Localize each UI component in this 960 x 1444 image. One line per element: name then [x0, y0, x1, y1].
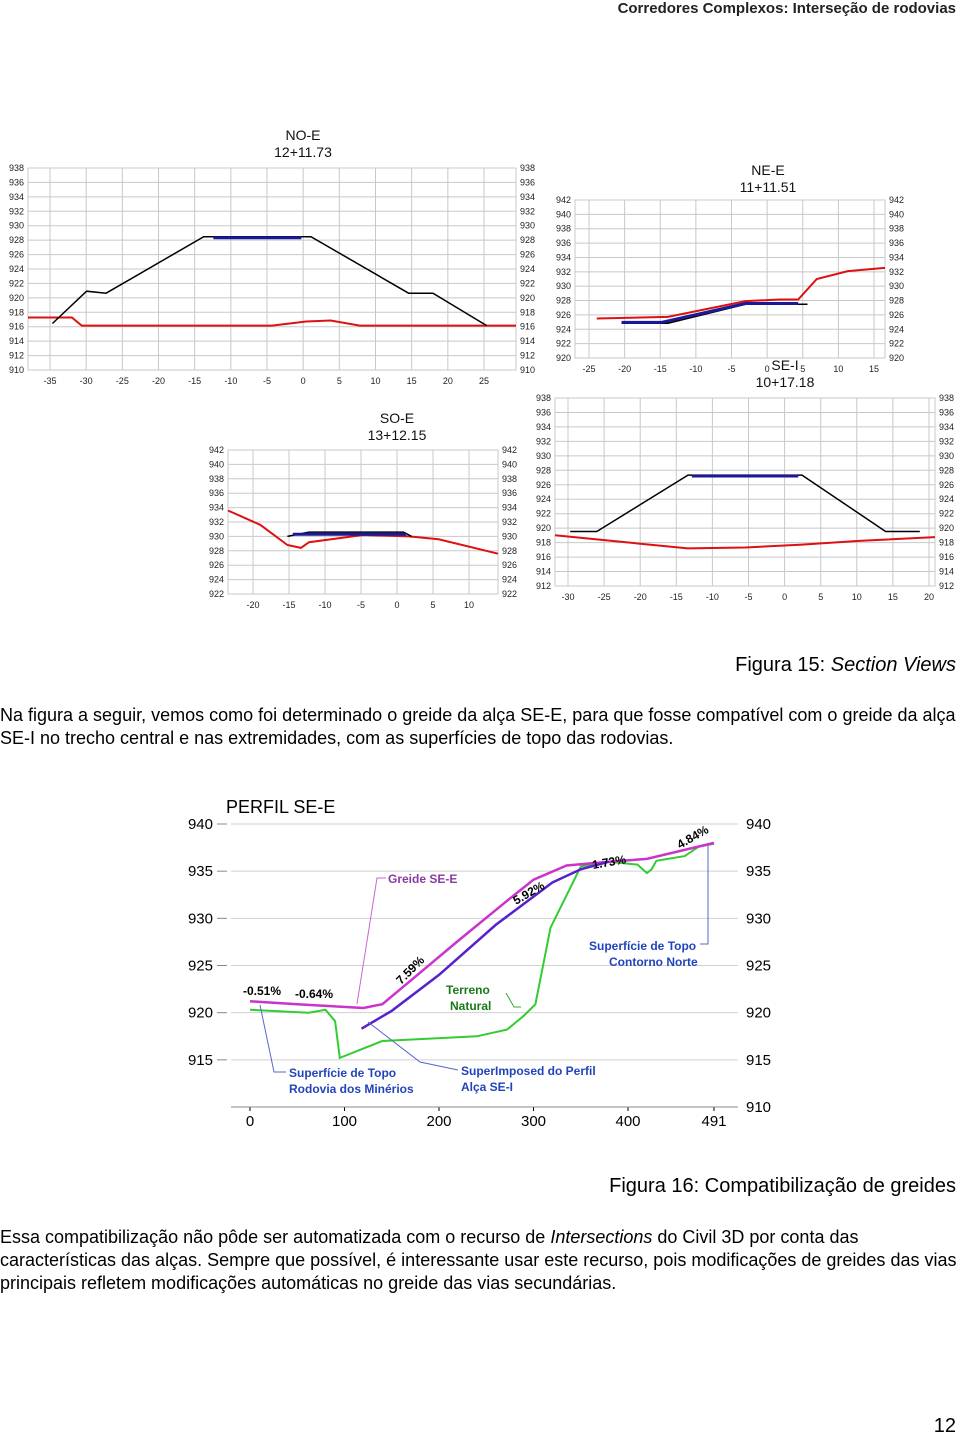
y-tick-label-left: 926	[555, 309, 571, 320]
y-tick-label-left: 914	[8, 336, 24, 347]
section-station: 13+12.15	[367, 427, 427, 443]
rodovia-minerios-label-1: Superfície de Topo	[289, 1066, 397, 1080]
contorno-norte-label-2: Contorno Norte	[609, 955, 698, 969]
y-tick-label-left: 924	[555, 324, 571, 335]
y-tick-label-left: 940	[555, 209, 571, 220]
figure-15-caption-prefix: Figura 15:	[735, 654, 831, 676]
slope-label: 1.73%	[591, 852, 628, 872]
y-tick-label-right: 940	[889, 209, 905, 220]
panel-frame	[28, 168, 516, 370]
y-tick-label-right: 934	[520, 191, 536, 202]
y-tick-label-right: 936	[889, 238, 905, 249]
x-tick-label: -15	[669, 592, 683, 602]
page-number: 12	[933, 1415, 956, 1437]
paragraph-2-after: do Civil 3D por conta das características das alças. Sempre que possível, é interessante usar este recurso, pois modificações de greides das vias principais refletem modificações automáticas no greide das vias secundárias.	[0, 1227, 957, 1293]
x-tick-label: -5	[262, 376, 272, 386]
y-tick-label-right: 924	[520, 264, 536, 274]
existing-ground-line	[28, 318, 516, 326]
y-tick-label-right: 925	[746, 957, 772, 975]
y-tick-label-left: 938	[535, 393, 551, 403]
design-section-line	[52, 237, 486, 326]
y-tick-label-right: 920	[889, 353, 905, 363]
y-tick-label-left: 920	[535, 523, 551, 534]
y-tick-label-right: 928	[889, 295, 905, 306]
y-tick-label-left: 920	[187, 1004, 213, 1022]
y-tick-label-left: 932	[535, 436, 551, 447]
y-tick-label-left: 934	[535, 421, 551, 432]
y-tick-label-left: 930	[535, 450, 551, 461]
y-tick-label-left: 924	[208, 574, 224, 585]
slope-label: 5.92%	[510, 878, 547, 908]
x-tick-label: 200	[426, 1113, 452, 1130]
y-tick-label-right: 938	[502, 473, 518, 484]
y-tick-label-right: 932	[889, 266, 905, 277]
y-tick-label-left: 912	[535, 581, 551, 591]
paragraph-2-italic: Intersections	[550, 1227, 653, 1247]
y-tick-label-right: 920	[520, 292, 536, 303]
x-tick-label: -5	[744, 592, 753, 602]
y-tick-label-left: 918	[8, 307, 24, 318]
y-tick-label-right: 932	[520, 206, 536, 217]
y-tick-label-right: 918	[520, 307, 536, 318]
x-tick-label: 20	[442, 376, 453, 386]
y-tick-label-left: 912	[8, 350, 24, 361]
y-tick-label-left: 940	[208, 459, 224, 470]
running-header: Corredores Complexos: Interseção de rodovias	[617, 0, 956, 17]
greide-leader	[357, 878, 386, 1004]
y-tick-label-left: 930	[555, 281, 571, 292]
x-tick-label: 15	[887, 592, 898, 602]
x-tick-label: -10	[224, 376, 238, 386]
y-tick-label-left: 934	[208, 502, 224, 513]
y-tick-label-left: 940	[187, 816, 213, 833]
y-tick-label-left: 926	[208, 560, 224, 571]
paragraph-1: Na figura a seguir, vemos como foi determinado o greide da alça SE-E, para que fosse compatível com o greide da alça SE-I no trecho central e nas extremidades, com as superfícies de topo das rodovias.	[0, 705, 956, 748]
y-tick-label-right: 942	[502, 445, 518, 455]
y-tick-label-right: 924	[889, 324, 905, 335]
y-tick-label-right: 910	[746, 1099, 772, 1116]
x-tick-label: -30	[561, 592, 575, 602]
x-tick-label: 15	[868, 364, 880, 374]
terreno-leader	[506, 993, 521, 1007]
y-tick-label-left: 942	[208, 445, 224, 455]
slope-label: 7.59%	[393, 953, 428, 988]
y-tick-label-right: 930	[746, 910, 772, 928]
y-tick-label-left: 932	[8, 206, 24, 217]
superimposed-label-1: SuperImposed do Perfil	[461, 1064, 596, 1078]
y-tick-label-right: 916	[939, 552, 955, 563]
y-tick-label-left: 934	[8, 191, 24, 202]
y-tick-label-right: 922	[520, 278, 536, 289]
y-tick-label-right: 910	[520, 365, 536, 375]
x-tick-label: 0	[300, 376, 306, 386]
x-tick-label: -25	[115, 376, 129, 386]
y-tick-label-right: 930	[520, 220, 536, 231]
y-tick-label-right: 915	[746, 1051, 772, 1069]
y-tick-label-left: 936	[555, 238, 571, 249]
section-views-svg	[0, 0, 960, 640]
y-tick-label-right: 920	[939, 523, 955, 534]
x-tick-label: 5	[818, 592, 824, 602]
y-tick-label-right: 922	[502, 589, 518, 599]
y-tick-label-left: 938	[208, 473, 224, 484]
y-tick-label-right: 940	[746, 816, 772, 833]
greide-se-e-label: Greide SE-E	[388, 872, 458, 886]
y-tick-label-left: 936	[208, 488, 224, 499]
y-tick-label-right: 930	[502, 531, 518, 542]
x-tick-label: -35	[43, 376, 57, 386]
y-tick-label-left: 920	[555, 353, 571, 363]
section-name: NE-E	[751, 162, 785, 178]
y-tick-label-right: 932	[502, 517, 518, 527]
y-tick-label-right: 926	[939, 479, 955, 490]
y-tick-label-right: 914	[520, 336, 536, 347]
greide-se-e-line	[250, 843, 714, 1008]
y-tick-label-right: 926	[520, 249, 536, 260]
y-tick-label-left: 928	[208, 545, 224, 556]
y-tick-label-left: 928	[555, 295, 571, 306]
superimposed-alca-se-i-line	[362, 862, 610, 1029]
x-tick-label: 15	[406, 376, 417, 386]
section-name: NO-E	[285, 127, 321, 143]
y-tick-label-right: 924	[939, 494, 955, 505]
x-tick-label: 5	[800, 364, 806, 374]
figure-15-caption	[735, 654, 956, 677]
section-name: SE-I	[771, 357, 799, 373]
y-tick-label-right: 934	[502, 502, 518, 513]
y-tick-label-left: 926	[8, 249, 24, 260]
contorno-norte-leader	[700, 846, 708, 944]
x-tick-label: -5	[356, 600, 366, 610]
x-tick-label: 25	[478, 376, 490, 386]
existing-ground-line	[228, 511, 498, 554]
existing-ground-line	[555, 535, 935, 548]
x-tick-label: 5	[430, 600, 436, 610]
figure-15-caption-italic: Section Views	[830, 654, 956, 676]
paragraph-2-before: Essa compatibilização não pôde ser automatizada com o recurso de	[0, 1227, 551, 1247]
superimposed-label-2: Alça SE-I	[461, 1080, 514, 1094]
design-section-line	[570, 475, 920, 531]
x-tick-label: -20	[618, 364, 632, 374]
y-tick-label-right: 936	[502, 488, 518, 499]
x-tick-label: -10	[705, 592, 719, 602]
y-tick-label-right: 934	[939, 421, 955, 432]
x-tick-label: 0	[394, 600, 400, 610]
y-tick-label-left: 932	[555, 266, 571, 277]
existing-ground-line	[597, 268, 885, 319]
y-tick-label-left: 914	[535, 566, 551, 577]
y-tick-label-right: 942	[889, 195, 905, 205]
y-tick-label-right: 928	[939, 465, 955, 476]
x-tick-label: 10	[851, 592, 862, 602]
x-tick-label: 5	[336, 376, 342, 386]
design-section-line	[287, 532, 411, 536]
y-tick-label-left: 936	[535, 407, 551, 418]
terreno-label-2: Natural	[450, 999, 492, 1013]
y-tick-label-right: 922	[889, 338, 905, 349]
y-tick-label-right: 932	[939, 436, 955, 447]
x-tick-label: -15	[188, 376, 202, 386]
y-tick-label-right: 936	[939, 407, 955, 418]
x-tick-label: 0	[764, 364, 770, 374]
y-tick-label-left: 922	[535, 508, 551, 519]
y-tick-label-left: 925	[187, 957, 213, 975]
y-tick-label-left: 932	[208, 517, 224, 527]
y-tick-label-right: 918	[939, 537, 955, 548]
y-tick-label-left: 924	[535, 494, 551, 505]
x-tick-label: -20	[151, 376, 166, 386]
y-tick-label-left: 922	[8, 278, 24, 289]
y-tick-label-left: 936	[8, 177, 24, 188]
y-tick-label-left: 924	[8, 264, 24, 274]
y-tick-label-left: 934	[555, 252, 571, 263]
rodovia-minerios-label-2: Rodovia dos Minérios	[289, 1082, 414, 1096]
x-tick-label: -5	[727, 364, 736, 374]
x-tick-label: 400	[615, 1113, 641, 1130]
y-tick-label-right: 912	[520, 350, 536, 361]
y-tick-label-right: 930	[889, 281, 905, 292]
y-tick-label-left: 926	[535, 479, 551, 490]
x-tick-label: -10	[689, 364, 703, 374]
x-tick-label: 0	[245, 1113, 255, 1130]
y-tick-label-left: 922	[208, 589, 224, 599]
y-tick-label-left: 942	[555, 195, 571, 205]
y-tick-label-left: 930	[208, 531, 224, 542]
y-tick-label-left: 938	[8, 163, 24, 173]
x-tick-label: 300	[520, 1113, 547, 1130]
design-section-line	[622, 304, 808, 323]
x-tick-label: 100	[331, 1113, 358, 1130]
x-tick-label: -30	[79, 376, 93, 386]
slope-label: -0.64%	[295, 987, 334, 1001]
y-tick-label-left: 928	[535, 465, 551, 476]
x-tick-label: -15	[282, 600, 296, 610]
panel-frame	[228, 450, 498, 594]
figure-16-caption: Figura 16: Compatibilização de greides	[609, 1175, 956, 1197]
y-tick-label-right: 935	[746, 863, 772, 881]
y-tick-label-left: 915	[187, 1051, 213, 1069]
y-tick-label-right: 940	[502, 459, 518, 470]
section-station: 11+11.51	[739, 179, 797, 195]
profile-title: PERFIL SE-E	[226, 797, 336, 817]
y-tick-label-left: 935	[187, 863, 213, 881]
y-tick-label-right: 926	[502, 560, 518, 571]
section-station: 10+17.18	[755, 374, 815, 390]
y-tick-label-right: 926	[889, 309, 905, 320]
y-tick-label-left: 916	[535, 552, 551, 563]
y-tick-label-left: 918	[535, 537, 551, 548]
x-tick-label: 491	[701, 1113, 727, 1130]
x-tick-label: 0	[782, 592, 788, 602]
y-tick-label-right: 920	[746, 1004, 772, 1022]
y-tick-label-left: 930	[187, 910, 213, 928]
rodovia-minerios-leader	[260, 1005, 286, 1072]
y-tick-label-right: 938	[520, 163, 536, 173]
terreno-natural-line	[250, 844, 714, 1058]
y-tick-label-right: 924	[502, 574, 518, 585]
y-tick-label-right: 928	[502, 545, 518, 556]
section-name: SO-E	[379, 410, 415, 426]
y-tick-label-right: 938	[939, 393, 955, 403]
superimposed-leader	[368, 1022, 458, 1070]
y-tick-label-right: 934	[889, 252, 905, 263]
x-tick-label: -25	[597, 592, 611, 602]
y-tick-label-right: 930	[939, 450, 955, 461]
section-station: 12+11.73	[274, 144, 332, 160]
y-tick-label-right: 912	[939, 581, 955, 591]
y-tick-label-right: 936	[520, 177, 536, 188]
slope-label: -0.51%	[243, 984, 282, 998]
y-tick-label-right: 938	[889, 223, 905, 234]
y-tick-label-left: 910	[8, 365, 24, 375]
x-tick-label: 20	[923, 592, 935, 602]
x-tick-label: -25	[582, 364, 596, 374]
y-tick-label-left: 928	[8, 235, 24, 246]
y-tick-label-right: 916	[520, 321, 536, 332]
contorno-norte-label-1: Superfície de Topo	[589, 939, 697, 953]
y-tick-label-left: 916	[8, 321, 24, 332]
y-tick-label-right: 922	[939, 508, 955, 519]
pavement-line	[622, 304, 799, 323]
y-tick-label-left: 920	[8, 292, 24, 303]
y-tick-label-left: 922	[555, 338, 571, 349]
x-tick-label: 10	[833, 364, 844, 374]
y-tick-label-right: 928	[520, 235, 536, 246]
terreno-label-1: Terreno	[446, 983, 490, 997]
panel-frame	[575, 200, 885, 358]
x-tick-label: -10	[318, 600, 332, 610]
panel-frame	[555, 398, 935, 586]
x-tick-label: -20	[246, 600, 260, 610]
x-tick-label: -20	[633, 592, 647, 602]
paragraph-2	[0, 1226, 958, 1295]
x-tick-label: 10	[463, 600, 475, 610]
x-tick-label: -15	[653, 364, 667, 374]
slope-label: 4.84%	[674, 822, 711, 852]
y-tick-label-right: 914	[939, 566, 955, 577]
x-tick-label: 10	[370, 376, 381, 386]
y-tick-label-left: 930	[8, 220, 24, 231]
y-tick-label-left: 938	[555, 223, 571, 234]
